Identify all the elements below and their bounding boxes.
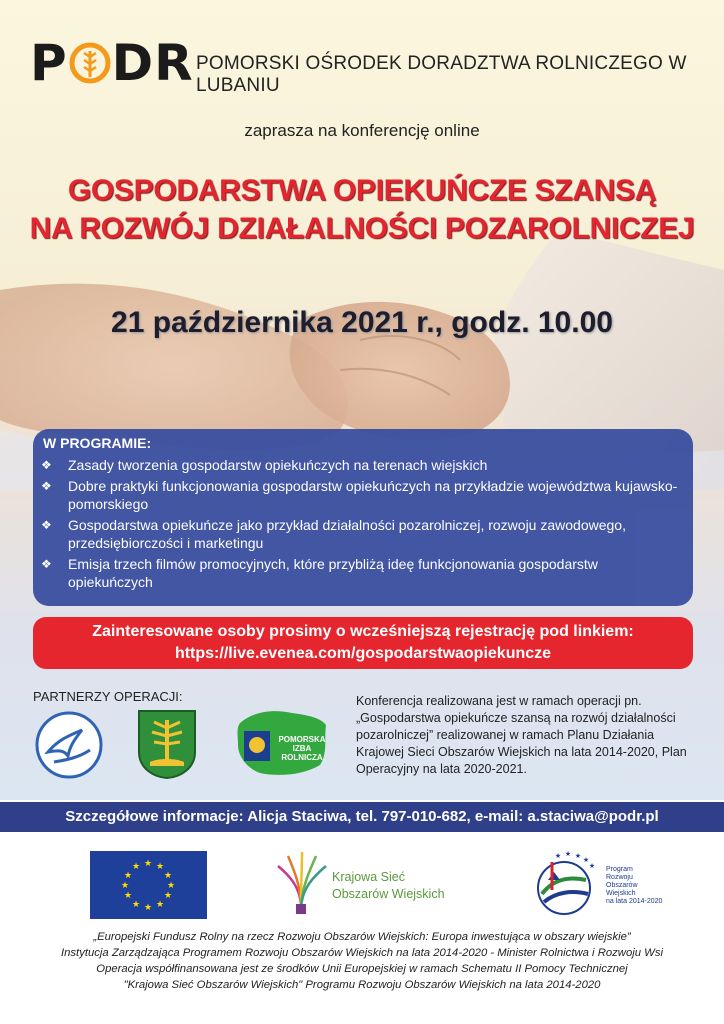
svg-text:★: ★ <box>166 881 176 891</box>
svg-text:★: ★ <box>155 900 165 910</box>
chamber-text <box>274 735 330 762</box>
svg-text:★: ★ <box>163 891 173 901</box>
prow-logo-icon <box>528 850 604 918</box>
chamber-text-line: IZBA <box>292 744 312 753</box>
diamond-bullet-icon: ❖ <box>41 518 52 532</box>
ksow-text <box>332 869 445 903</box>
svg-text:★: ★ <box>131 862 141 872</box>
diamond-bullet-icon: ❖ <box>41 479 52 493</box>
podr-logo <box>30 34 194 92</box>
wheat-o-icon <box>68 41 112 85</box>
partner-bird-logo <box>34 710 104 780</box>
prow-line: Rozwoju <box>606 874 633 881</box>
svg-text:★: ★ <box>143 859 153 869</box>
svg-text:★: ★ <box>163 871 173 881</box>
svg-text:★: ★ <box>123 891 133 901</box>
footer-line: "Krajowa Sieć Obszarów Wiejskich" Programu Rozwoju Obszarów Wiejskich na lata 2014-2020 <box>123 979 601 991</box>
program-heading: W PROGRAMIE: <box>43 435 152 451</box>
svg-text:★: ★ <box>123 871 133 881</box>
footer-line: Operacja współfinansowana jest ze środków Unii Europejskiej w ramach Schematu II Pomocy Technicznej <box>96 963 628 975</box>
svg-text:★: ★ <box>574 852 582 860</box>
svg-text:★: ★ <box>588 862 596 870</box>
footer-line: Instytucja Zarządzająca Programem Rozwoju Obszarów Wiejskich na lata 2014-2020 - Minister Rolnictwa i Rozwoju Wsi <box>60 947 663 959</box>
ksow-line: Krajowa Sieć <box>332 870 405 884</box>
diamond-bullet-icon: ❖ <box>41 458 52 472</box>
program-list <box>41 456 681 594</box>
prow-line: Obszarów <box>606 882 638 889</box>
svg-text:★: ★ <box>582 856 590 864</box>
program-item-text: Zasady tworzenia gospodarstw opiekuńczych na terenach wiejskich <box>68 457 488 473</box>
footer-line: „Europejski Fundusz Rolny na rzecz Rozwoju Obszarów Wiejskich: Europa inwestująca w obszary wiejskie” <box>93 931 631 943</box>
svg-text:★: ★ <box>120 881 130 891</box>
registration-text: Zainteresowane osoby prosimy o wcześniejszą rejestrację pod linkiem: <box>92 623 634 640</box>
operation-description: Konferencja realizowana jest w ramach operacji pn.„Gospodarstwa opiekuńcze szansą na rozwój działalności pozarolniczej” realizowanej w ramach Planu Działania Krajowej Sieci Obszarów Wiejskich na lata 2014-2020, Plan Operacyjny na lata 2020-2021. <box>356 694 687 776</box>
eu-flag-icon <box>90 851 207 919</box>
partner-coat-of-arms <box>136 708 198 780</box>
program-item-text: Dobre praktyki funkcjonowania gospodarstw opiekuńczych na przykładzie województwa kujawsko-pomorskiego <box>68 478 678 512</box>
prow-text <box>606 866 662 906</box>
title-line-1: GOSPODARSTWA OPIEKUŃCZE SZANSĄ <box>67 174 657 207</box>
program-item <box>41 456 681 474</box>
registration-link[interactable]: https://live.evenea.com/gospodarstwaopiekuncze <box>174 645 552 662</box>
logo-letters-dr: DR <box>111 34 194 92</box>
event-date: 21 października 2021 r., godz. 10.00 <box>111 306 613 339</box>
footer-text <box>0 929 724 993</box>
contact-info-bar: Szczegółowe informacje: Alicja Staciwa, tel. 797-010-682, e-mail: a.staciwa@podr.pl <box>0 802 724 832</box>
svg-text:★: ★ <box>131 900 141 910</box>
invite-text: zaprasza na konferencję online <box>244 121 480 140</box>
ksow-logo-icon <box>272 848 330 914</box>
svg-text:★: ★ <box>554 852 562 860</box>
prow-line: Wiejskich <box>606 890 636 897</box>
program-item <box>41 555 681 591</box>
program-item <box>41 477 681 513</box>
program-box <box>33 429 693 606</box>
svg-text:★: ★ <box>143 903 153 913</box>
program-item-text: Emisja trzech filmów promocyjnych, które przybliżą ideę funkcjonowania gospodarstw opiekuńczych <box>68 556 598 590</box>
program-item <box>41 516 681 552</box>
chamber-text-line: POMORSKA <box>278 735 326 744</box>
program-item-text: Gospodarstwa opiekuńcze jako przykład działalności pozarolniczej, rozwoju zawodowego, przedsiębiorczości i marketingu <box>68 517 626 551</box>
prow-line: na lata 2014-2020 <box>606 898 663 905</box>
registration-box <box>33 617 693 669</box>
diamond-bullet-icon: ❖ <box>41 557 52 571</box>
title-line-2: NA ROZWÓJ DZIAŁALNOŚCI POZAROLNICZEJ <box>29 212 695 245</box>
svg-text:★: ★ <box>564 850 572 858</box>
organization-name: POMORSKI OŚRODEK DORADZTWA ROLNICZEGO W LUBANIU <box>196 53 687 96</box>
chamber-text-line: ROLNICZA <box>281 753 323 762</box>
svg-text:★: ★ <box>155 862 165 872</box>
logo-letter-p: P <box>30 34 68 92</box>
prow-line: Program <box>606 866 633 873</box>
ksow-line: Obszarów Wiejskich <box>332 887 445 901</box>
partners-label: PARTNERZY OPERACJI: <box>33 689 183 704</box>
